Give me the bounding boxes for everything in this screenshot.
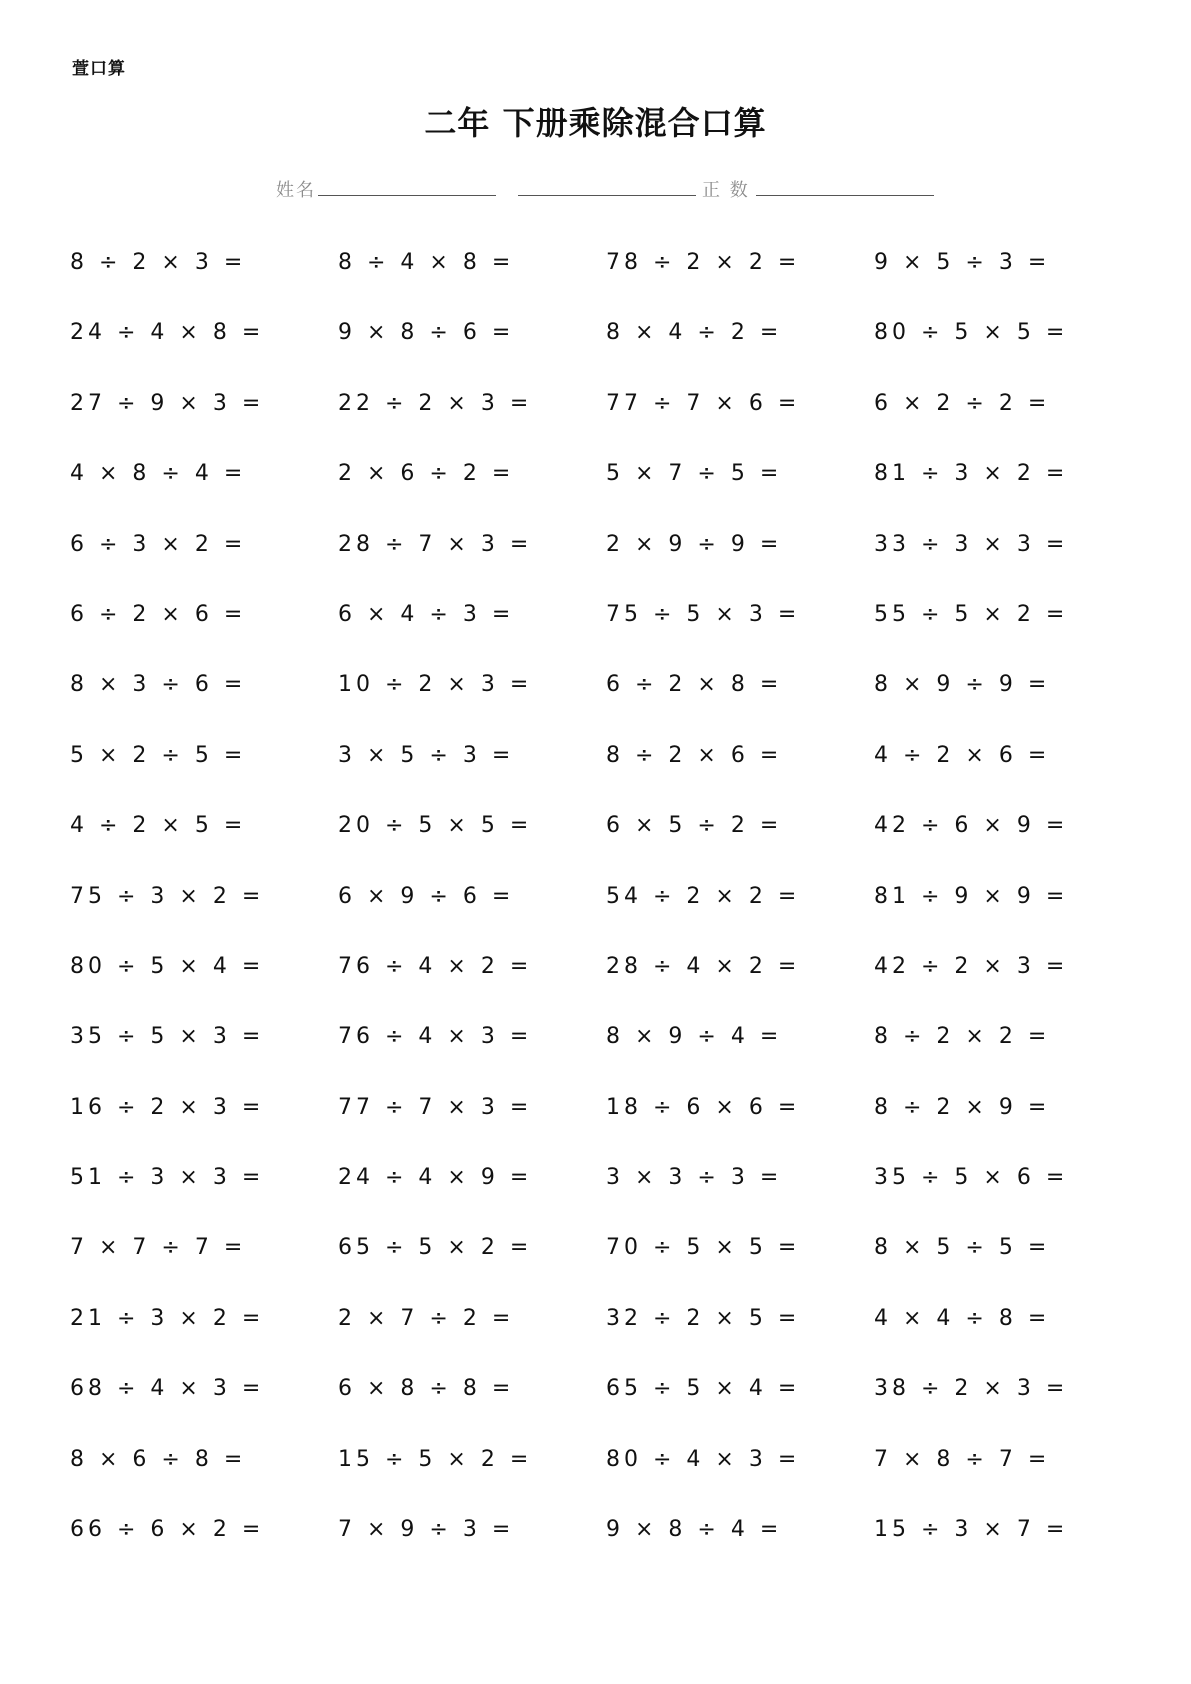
problem-item: 32 ÷ 2 × 5 = — [606, 1305, 801, 1331]
problem-item: 9 × 8 ÷ 4 = — [606, 1517, 783, 1543]
problem-item: 16 ÷ 2 × 3 = — [70, 1094, 265, 1120]
problem-item: 70 ÷ 5 × 5 = — [606, 1235, 801, 1261]
problem-item: 6 × 4 ÷ 3 = — [338, 601, 515, 627]
problem-item: 81 ÷ 3 × 2 = — [874, 461, 1069, 487]
problem-item: 66 ÷ 6 × 2 = — [70, 1517, 265, 1543]
problem-item: 8 ÷ 2 × 9 = — [874, 1094, 1051, 1120]
problem-item: 15 ÷ 5 × 2 = — [338, 1446, 533, 1472]
problem-item: 9 × 8 ÷ 6 = — [338, 320, 515, 346]
problem-item: 6 ÷ 2 × 6 = — [70, 601, 247, 627]
name-field[interactable] — [318, 195, 496, 196]
problem-item: 76 ÷ 4 × 2 = — [338, 953, 533, 979]
problem-item: 77 ÷ 7 × 6 = — [606, 390, 801, 416]
problem-item: 2 × 7 ÷ 2 = — [338, 1305, 515, 1331]
problem-item: 2 × 9 ÷ 9 = — [606, 531, 783, 557]
problem-item: 76 ÷ 4 × 3 = — [338, 1024, 533, 1050]
problem-item: 8 × 4 ÷ 2 = — [606, 320, 783, 346]
problem-item: 22 ÷ 2 × 3 = — [338, 390, 533, 416]
problem-item: 24 ÷ 4 × 9 = — [338, 1165, 533, 1191]
problem-item: 6 × 8 ÷ 8 = — [338, 1376, 515, 1402]
problem-item: 75 ÷ 5 × 3 = — [606, 601, 801, 627]
problem-item: 42 ÷ 2 × 3 = — [874, 953, 1069, 979]
problem-item: 7 × 7 ÷ 7 = — [70, 1235, 247, 1261]
problem-item: 4 × 8 ÷ 4 = — [70, 461, 247, 487]
problem-item: 8 × 9 ÷ 9 = — [874, 672, 1051, 698]
problem-item: 2 × 6 ÷ 2 = — [338, 461, 515, 487]
problem-item: 8 × 3 ÷ 6 = — [70, 672, 247, 698]
problem-item: 4 ÷ 2 × 6 = — [874, 742, 1051, 768]
problem-item: 6 × 9 ÷ 6 = — [338, 883, 515, 909]
score-field[interactable] — [756, 195, 934, 196]
problem-item: 54 ÷ 2 × 2 = — [606, 883, 801, 909]
problem-item: 6 ÷ 2 × 8 = — [606, 672, 783, 698]
problem-item: 6 × 5 ÷ 2 = — [606, 813, 783, 839]
problem-grid — [70, 248, 1130, 1585]
problem-item: 80 ÷ 5 × 4 = — [70, 953, 265, 979]
problem-item: 3 × 3 ÷ 3 = — [606, 1165, 783, 1191]
name-label: 姓名 — [276, 180, 316, 201]
problem-item: 81 ÷ 9 × 9 = — [874, 883, 1069, 909]
problem-item: 6 × 2 ÷ 2 = — [874, 390, 1051, 416]
problem-item: 28 ÷ 4 × 2 = — [606, 953, 801, 979]
problem-item: 20 ÷ 5 × 5 = — [338, 813, 533, 839]
problem-item: 18 ÷ 6 × 6 = — [606, 1094, 801, 1120]
problem-item: 33 ÷ 3 × 3 = — [874, 531, 1069, 557]
problem-item: 24 ÷ 4 × 8 = — [70, 320, 265, 346]
problem-item: 7 × 8 ÷ 7 = — [874, 1446, 1051, 1472]
problem-item: 9 × 5 ÷ 3 = — [874, 250, 1051, 275]
problem-item: 80 ÷ 5 × 5 = — [874, 320, 1069, 346]
problem-item: 8 × 9 ÷ 4 = — [606, 1024, 783, 1050]
problem-item: 5 × 7 ÷ 5 = — [606, 461, 783, 487]
problem-item: 8 × 6 ÷ 8 = — [70, 1446, 247, 1472]
problem-item: 35 ÷ 5 × 6 = — [874, 1165, 1069, 1191]
problem-item: 78 ÷ 2 × 2 = — [606, 250, 801, 275]
problem-item: 8 ÷ 4 × 8 = — [338, 250, 515, 275]
problem-item: 27 ÷ 9 × 3 = — [70, 390, 265, 416]
problem-item: 38 ÷ 2 × 3 = — [874, 1376, 1069, 1402]
problem-item: 77 ÷ 7 × 3 = — [338, 1094, 533, 1120]
problem-item: 5 × 2 ÷ 5 = — [70, 742, 247, 768]
problem-item: 68 ÷ 4 × 3 = — [70, 1376, 265, 1402]
page-title: 二年 下册乘除混合口算 — [424, 104, 767, 142]
problem-item: 75 ÷ 3 × 2 = — [70, 883, 265, 909]
problem-item: 7 × 9 ÷ 3 = — [338, 1517, 515, 1543]
problem-item: 51 ÷ 3 × 3 = — [70, 1165, 265, 1191]
problem-item: 35 ÷ 5 × 3 = — [70, 1024, 265, 1050]
problem-item: 42 ÷ 6 × 9 = — [874, 813, 1069, 839]
problem-item: 80 ÷ 4 × 3 = — [606, 1446, 801, 1472]
problem-item: 8 ÷ 2 × 6 = — [606, 742, 783, 768]
blank-field[interactable] — [518, 195, 696, 196]
problem-item: 8 ÷ 2 × 3 = — [70, 250, 247, 275]
score-label: 正 数 — [702, 180, 750, 201]
problem-item: 6 ÷ 3 × 2 = — [70, 531, 247, 557]
problem-item: 21 ÷ 3 × 2 = — [70, 1305, 265, 1331]
problem-item: 65 ÷ 5 × 2 = — [338, 1235, 533, 1261]
info-line — [0, 176, 1191, 206]
problem-item: 10 ÷ 2 × 3 = — [338, 672, 533, 698]
problem-item: 4 ÷ 2 × 5 = — [70, 813, 247, 839]
problem-item: 15 ÷ 3 × 7 = — [874, 1517, 1069, 1543]
problem-item: 28 ÷ 7 × 3 = — [338, 531, 533, 557]
problem-item: 65 ÷ 5 × 4 = — [606, 1376, 801, 1402]
header-label: 萱口算 — [72, 59, 126, 79]
problem-item: 3 × 5 ÷ 3 = — [338, 742, 515, 768]
problem-item: 55 ÷ 5 × 2 = — [874, 601, 1069, 627]
problem-item: 4 × 4 ÷ 8 = — [874, 1305, 1051, 1331]
problem-item: 8 ÷ 2 × 2 = — [874, 1024, 1051, 1050]
problem-item: 8 × 5 ÷ 5 = — [874, 1235, 1051, 1261]
